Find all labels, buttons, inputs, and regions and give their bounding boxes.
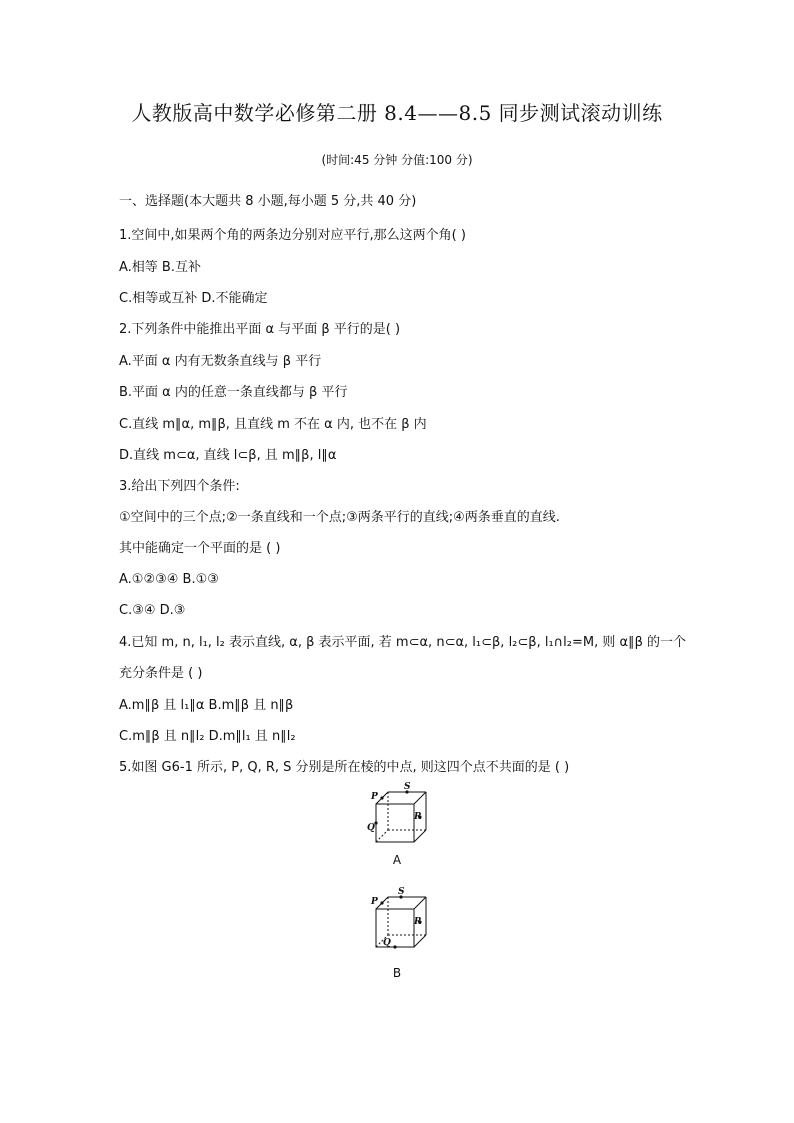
figure-b-label: B	[392, 966, 402, 980]
q1-options-cd: C.相等或互补 D.不能确定	[119, 291, 268, 306]
q2-option-b: B.平面 α 内的任意一条直线都与 β 平行	[119, 385, 348, 400]
q4-stem-line2: 充分条件是 ( )	[119, 666, 203, 681]
point-q-a	[374, 821, 377, 824]
q2-option-d: D.直线 m⊂α, 直线 l⊂β, 且 m∥β, l∥α	[119, 448, 337, 463]
q4-options-cd: C.m∥β 且 n∥l₂ D.m∥l₁ 且 n∥l₂	[119, 729, 296, 744]
q1-options-ab: A.相等 B.互补	[119, 260, 201, 275]
cube-figure-b	[358, 885, 438, 951]
label-r-a: R	[414, 812, 422, 822]
point-q-b	[393, 945, 396, 948]
q2-option-a: A.平面 α 内有无数条直线与 β 平行	[119, 354, 322, 369]
label-q-b: Q	[383, 938, 391, 948]
q4-stem-line1: 4.已知 m, n, l₁, l₂ 表示直线, α, β 表示平面, 若 m⊂α, n⊂α, l₁⊂β, l₂⊂β, l₁∩l₂=M, 则 α∥β 的一个	[119, 635, 687, 650]
q3-stem: 3.给出下列四个条件:	[119, 479, 240, 494]
q3-ask: 其中能确定一个平面的是 ( )	[119, 541, 281, 556]
point-p-a	[380, 796, 383, 799]
q4-options-ab: A.m∥β 且 l₁∥α B.m∥β 且 n∥β	[119, 698, 294, 713]
q1-stem: 1.空间中,如果两个角的两条边分别对应平行,那么这两个角( )	[119, 228, 466, 243]
point-p-b	[380, 901, 383, 904]
section-heading: 一、选择题(本大题共 8 小题,每小题 5 分,共 40 分)	[119, 194, 417, 209]
label-s-b: S	[398, 887, 405, 897]
q2-stem: 2.下列条件中能推出平面 α 与平面 β 平行的是( )	[119, 322, 401, 337]
document-title: 人教版高中数学必修第二册 8.4——8.5 同步测试滚动训练	[131, 101, 663, 125]
label-r-b: R	[414, 917, 422, 927]
q3-conditions: ①空间中的三个点;②一条直线和一个点;③两条平行的直线;④两条垂直的直线.	[119, 510, 560, 525]
q2-option-c: C.直线 m∥α, m∥β, 且直线 m 不在 α 内, 也不在 β 内	[119, 417, 427, 432]
label-p-a: P	[371, 792, 378, 802]
q3-options-cd: C.③④ D.③	[119, 603, 186, 618]
label-p-b: P	[371, 897, 378, 907]
document-subtitle: (时间:45 分钟 分值:100 分)	[321, 153, 473, 167]
label-q-a: Q	[367, 823, 375, 833]
q3-options-ab: A.①②③④ B.①③	[119, 572, 219, 587]
q5-stem: 5.如图 G6-1 所示, P, Q, R, S 分别是所在棱的中点, 则这四个点不共面的是 ( )	[119, 760, 570, 775]
figure-a-label: A	[392, 853, 402, 867]
label-s-a: S	[404, 782, 411, 792]
cube-figure-a	[358, 780, 438, 846]
